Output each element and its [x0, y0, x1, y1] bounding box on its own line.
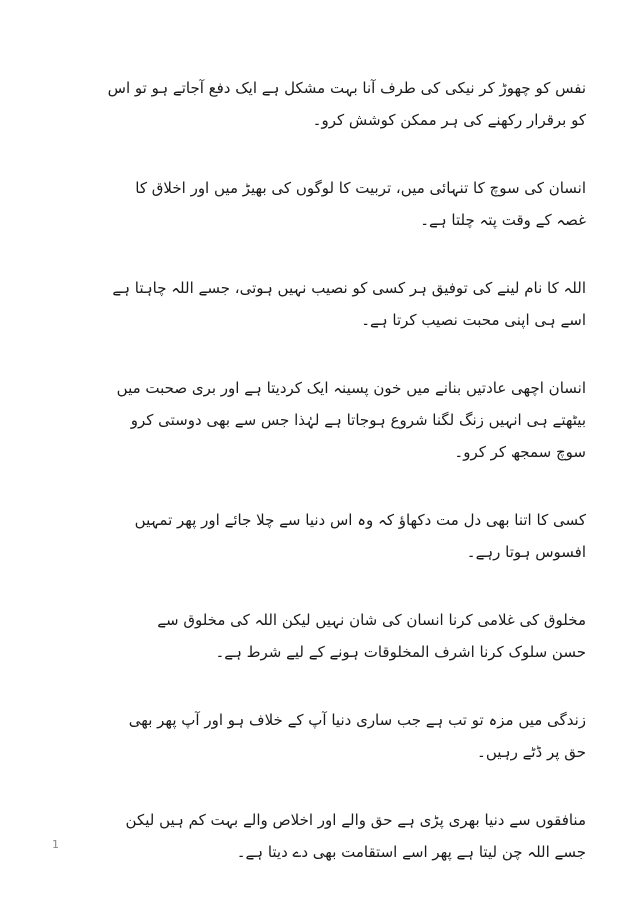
- paragraph: [52, 704, 586, 768]
- document-body: [52, 72, 586, 904]
- text-line: حق پر ڈٹے رہیں۔: [477, 743, 586, 761]
- text-line: غصہ کے وقت پتہ چلتا ہے۔: [420, 211, 586, 229]
- paragraph: [52, 372, 586, 468]
- text-line: اسے ہی اپنی محبت نصیب کرتا ہے۔: [361, 311, 586, 329]
- text-line: افسوس ہوتا رہے۔: [466, 543, 586, 561]
- text-line: مخلوق کی غلامی کرنا انسان کی شان نہیں لیکن اللہ کی مخلوق سے: [157, 611, 586, 629]
- text-line: کسی کا اتنا بھی دل مت دکھاؤ کہ وہ اس دنیا سے چلا جائے اور پھر تمہیں: [134, 511, 586, 529]
- text-line: بیٹھتے ہی انہیں زنگ لگنا شروع ہوجاتا ہے لہٰذا جس سے بھی دوستی کرو: [130, 411, 586, 429]
- text-line: کو برقرار رکھنے کی ہر ممکن کوشش کرو۔: [312, 111, 586, 129]
- text-line: حسن سلوک کرنا اشرف المخلوقات ہونے کے لیے شرط ہے۔: [215, 643, 586, 661]
- text-line: انسان کی سوچ کا تنہائی میں، تربیت کا لوگوں کی بھیڑ میں اور اخلاق کا: [135, 179, 586, 197]
- text-line: زندگی میں مزہ تو تب ہے جب ساری دنیا آپ کے خلاف ہو اور آپ پھر بھی: [128, 711, 586, 729]
- paragraph: [52, 804, 586, 868]
- paragraph: [52, 504, 586, 568]
- text-line: انسان اچھی عادتیں بنانے میں خون پسینہ ایک کردیتا ہے اور بری صحبت میں: [116, 379, 586, 397]
- text-line: جسے اللہ چن لیتا ہے پھر اسے استقامت بھی دے دیتا ہے۔: [236, 843, 586, 861]
- text-line: اللہ کا نام لینے کی توفیق ہر کسی کو نصیب نہیں ہوتی، جسے اللہ چاہتا ہے: [112, 279, 586, 297]
- text-line: منافقوں سے دنیا بھری پڑی ہے حق والے اور اخلاص والے بہت کم ہیں لیکن: [125, 811, 586, 829]
- text-line: سوچ سمجھ کر کرو۔: [454, 443, 586, 461]
- paragraph: [52, 272, 586, 336]
- paragraph: [52, 604, 586, 668]
- text-line: نفس کو چھوڑ کر نیکی کی طرف آنا بہت مشکل ہے ایک دفع آجاتے ہو تو اس: [107, 79, 586, 97]
- paragraph: [52, 172, 586, 236]
- page-number: 1: [52, 838, 59, 851]
- paragraph: [52, 72, 586, 136]
